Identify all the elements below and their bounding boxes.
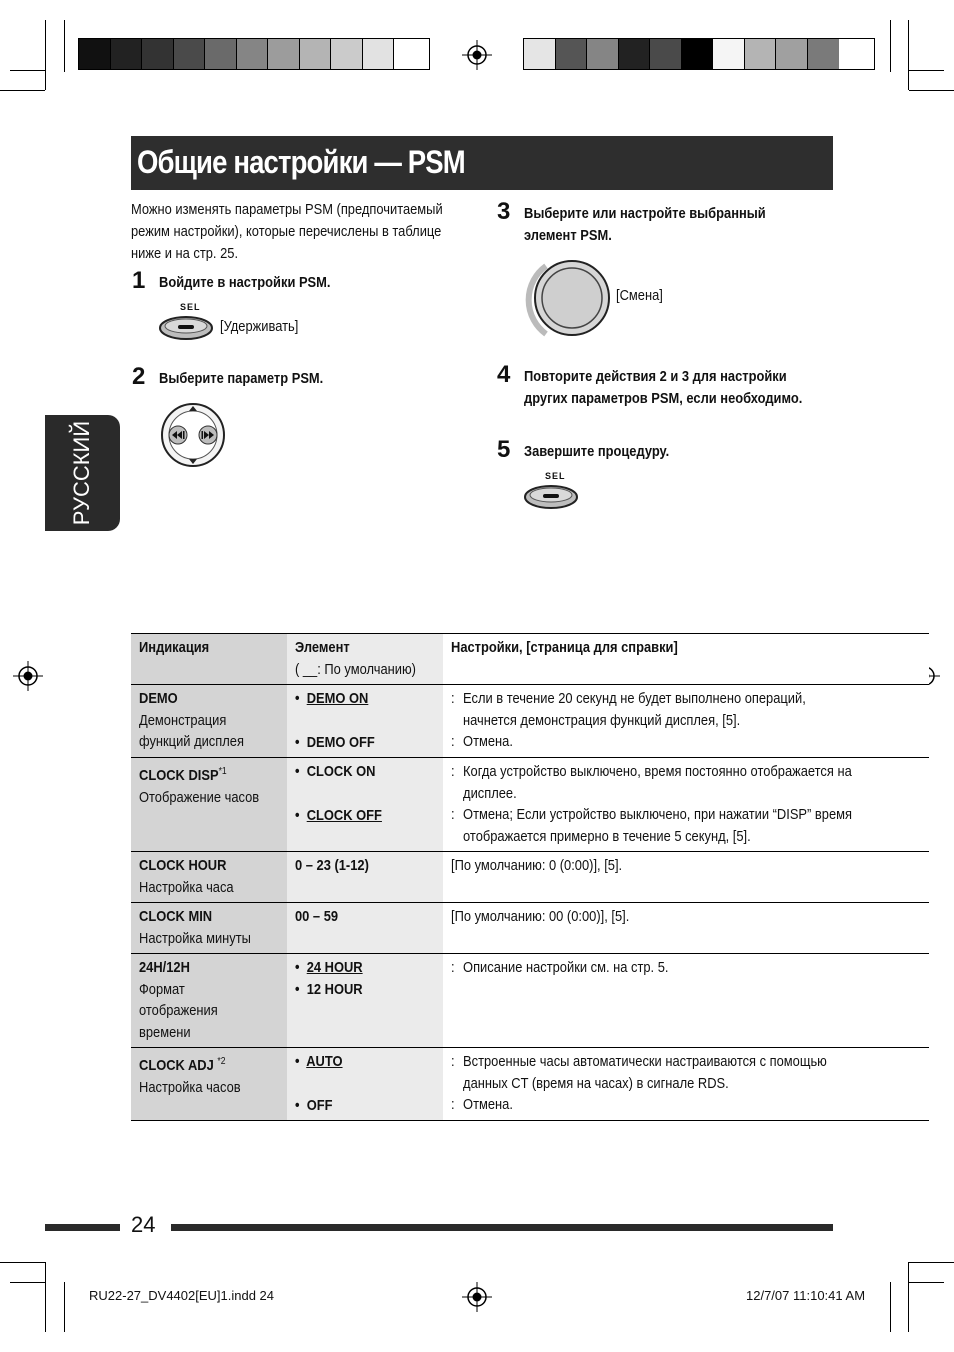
step-3-text-line1: Выберите или настройте выбранный [524,205,766,222]
step-2-text: Выберите параметр PSM. [159,370,324,387]
crop-mark [64,1282,65,1332]
table-header-row [131,634,929,685]
color-swatch [363,39,395,69]
print-slug-file: RU22-27_DV4402[EU]1.indd 24 [89,1288,275,1303]
color-swatch [713,39,745,69]
option-description: : Если в течение 20 секунд не будет выполнено операций, начнется демонстрация функций дисплея, [5]. [451,690,807,729]
option-item: • CLOCK ON [294,763,376,780]
registration-mark-icon [462,1282,492,1312]
row-name: CLOCK ADJ [139,1057,214,1074]
rotary-knob-icon [522,254,614,346]
option-item: • DEMO OFF [294,733,375,751]
step-3-number: 3 [497,198,511,225]
row-name: CLOCK HOUR [139,857,227,874]
header-element: Элемент ( __: По умолчанию) [287,634,444,685]
value-range: 00 – 59 [294,908,338,925]
option-item: • 12 HOUR [294,980,363,998]
crop-mark [890,1282,891,1332]
crop-mark [45,20,46,90]
crop-mark [10,1282,45,1283]
step-4-number: 4 [497,361,511,388]
option-description: : Описание настройки см. на стр. 5. [451,959,669,976]
table-row: CLOCK MIN Настройка минуты 00 – 59 [По умолчанию: 00 (0:00)], [5]. [131,903,929,954]
page-title: Общие настройки — PSM [137,144,465,180]
step-3-text-line2: элемент PSM. [524,227,612,244]
skip-control-dial-icon [160,402,226,468]
crop-mark [909,1282,944,1283]
page-number: 24 [131,1212,156,1237]
footer-rule-right [171,1224,833,1231]
default-setting: [По умолчанию: 00 (0:00)], [5]. [451,908,630,925]
language-tab [45,415,120,531]
crop-mark [0,90,45,91]
crop-mark [909,1262,954,1263]
color-swatch [79,39,111,69]
option-item: • DEMO ON [294,690,369,707]
color-swatch [587,39,619,69]
color-swatch [205,39,237,69]
color-swatch [394,39,426,69]
option-description: : Отмена. [451,1096,514,1113]
color-swatch [808,39,840,69]
color-swatch [682,39,714,69]
color-swatch [776,39,808,69]
color-calibration-bar-right [523,38,875,70]
value-range: 0 – 23 (1-12) [294,857,369,874]
color-swatch [331,39,363,69]
step-1-text: Войдите в настройки PSM. [159,274,331,291]
registration-mark-icon [13,661,43,691]
crop-mark [64,20,65,72]
option-item: • OFF [294,1096,333,1114]
sel-button-icon [158,314,214,342]
color-swatch [174,39,206,69]
option-description: : Когда устройство выключено, время постоянно отображается на дисплее. [451,763,853,802]
step-2-number: 2 [132,363,146,390]
registration-mark-icon [462,40,492,70]
step-5-number: 5 [497,436,511,463]
option-description: : Отмена. [451,733,514,750]
color-swatch [556,39,588,69]
crop-mark [908,20,909,90]
sel-button-icon [523,483,579,511]
table-row: CLOCK HOUR Настройка часа 0 – 23 (1-12) [По умолчанию: 0 (0:00)], [5]. [131,852,929,903]
color-swatch [650,39,682,69]
crop-mark [10,70,45,71]
color-swatch [524,39,556,69]
table-row: 24H/12H Формат отображения времени • 24 HOUR • 12 HOUR : Описание настройки см. на стр. 5. [131,954,929,1048]
page-title-bar [131,136,833,190]
print-slug-timestamp: 12/7/07 11:10:41 AM [746,1288,866,1303]
psm-settings-table [131,633,929,1121]
crop-mark [909,70,944,71]
footer-rule-left [45,1224,120,1231]
color-calibration-bar-left [78,38,430,70]
table-row: CLOCK DISP$^{*1}$ Отображение часов • CLOCK ON • CLOCK OFF : Когда устройство выключено, время постоянно отображается на дисплее. : Отмена; Если устройство выключено, при нажатии “DISP” время отображается примерно в течение 5 секунд, [5]. [131,758,929,852]
color-swatch [619,39,651,69]
color-swatch [111,39,143,69]
step-5-text: Завершите процедуру. [524,443,670,460]
step-1-action: [Удерживать] [220,318,299,335]
row-name: DEMO [139,690,178,707]
sel-label: SEL [180,302,201,312]
step-4-text-line2: других параметров PSM, если необходимо. [524,390,803,407]
color-swatch [745,39,777,69]
crop-mark [908,1262,909,1332]
header-indication: Индикация [131,634,287,685]
crop-mark [45,1262,46,1332]
language-tab-label: РУССКИЙ [69,420,94,526]
crop-mark [0,1262,45,1263]
intro-paragraph: Можно изменять параметры PSM (предпочитаемый режим настройки), которые перечислены в таблице ниже и на стр. 25. [131,201,443,262]
row-name: CLOCK MIN [139,908,213,925]
color-swatch [268,39,300,69]
step-4-text-line1: Повторите действия 2 и 3 для настройки [524,368,787,385]
table-row: CLOCK ADJ $^{*2}$ Настройка часов • AUTO • OFF : Встроенные часы автоматически настраиваются с помощью данных CT (время на часах) в сигнале RDS. : Отмена. [131,1048,929,1121]
row-name: CLOCK DISP [139,767,219,784]
color-swatch [300,39,332,69]
crop-mark [909,90,954,91]
option-item: • AUTO [294,1053,343,1070]
table-row: DEMO Демонстрация функций дисплея • DEMO ON • DEMO OFF : Если в течение 20 секунд не будет выполнено операций, начнется демонстрация функций дисплея, [5]. : Отмена. [131,685,929,758]
row-name: 24H/12H [139,959,190,976]
default-setting: [По умолчанию: 0 (0:00)], [5]. [451,857,623,874]
crop-mark [890,20,891,72]
header-settings: Настройки, [страница для справки] [443,634,929,685]
step-3-action: [Смена] [616,287,663,304]
color-swatch [237,39,269,69]
option-description: : Отмена; Если устройство выключено, при нажатии “DISP” время отображается примерно в течение 5 секунд, [5]. [451,806,853,845]
option-item: • CLOCK OFF [294,806,382,824]
step-1-number: 1 [132,267,146,294]
sel-label: SEL [545,471,566,481]
color-swatch [142,39,174,69]
option-item: • 24 HOUR [294,959,363,976]
option-description: : Встроенные часы автоматически настраиваются с помощью данных CT (время на часах) в сигнале RDS. [451,1053,828,1092]
